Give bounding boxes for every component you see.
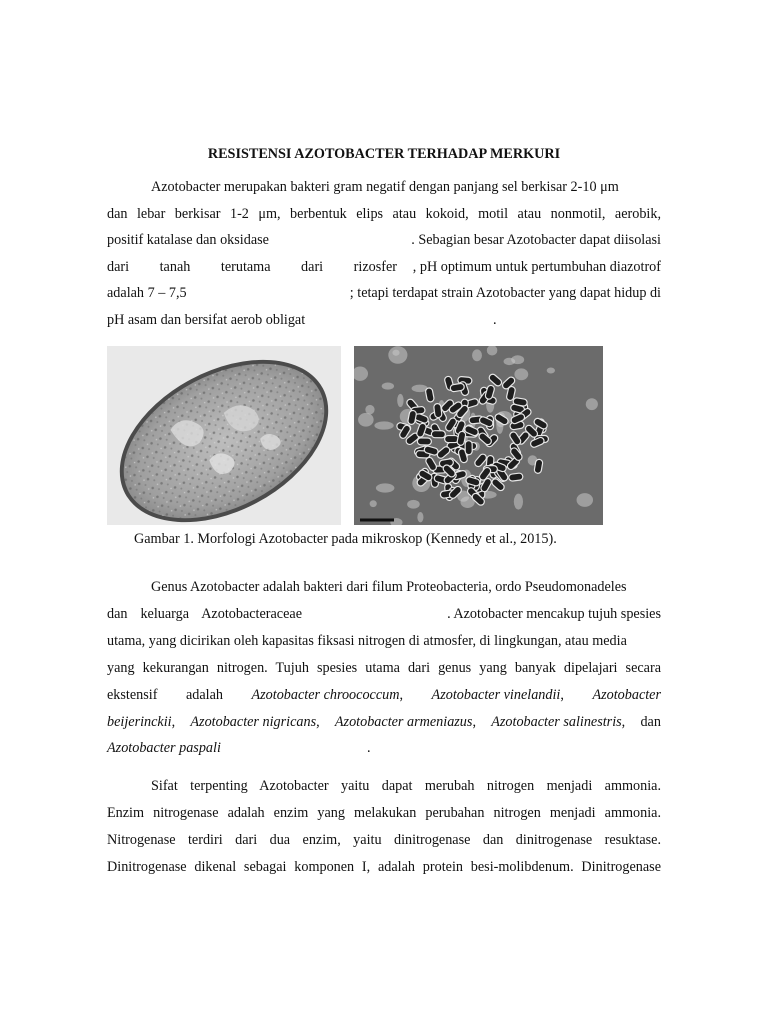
- para2-line3: utama, yang dicirikan oleh kapasitas fiksasi nitrogen di atmosfer, di lingkungan, atau media: [107, 633, 627, 649]
- background-blob: [586, 398, 598, 410]
- bacterium-rod: [445, 436, 459, 443]
- background-blob: [417, 512, 423, 522]
- para2-line2: [107, 605, 661, 623]
- bacterium-rod: [465, 441, 472, 455]
- text: pH asam dan bersifat aerob obligat: [107, 312, 306, 328]
- background-blob: [397, 394, 403, 407]
- background-blob: [504, 358, 516, 365]
- para1-line2: dan lebar berkisar 1-2 μm, berbentuk elips atau kokoid, motil atau nonmotil, aerobik,: [107, 206, 661, 222]
- background-blob: [374, 421, 393, 429]
- species-name: beijerinckii: [107, 714, 172, 730]
- species-name: Azotobacter paspali: [107, 740, 221, 756]
- text: .: [493, 312, 497, 328]
- text: dan: [640, 714, 661, 730]
- species-name: Azotobacter: [592, 687, 661, 703]
- background-blob: [407, 500, 420, 509]
- background-blob: [382, 383, 394, 390]
- background-blob: [358, 413, 374, 427]
- text: ekstensif: [107, 687, 158, 703]
- figure-light-micrograph: [354, 346, 603, 525]
- bacterium-rod: [508, 473, 523, 482]
- figure-tem-micrograph: [107, 346, 341, 525]
- species-name: Azotobacter salinestris: [491, 714, 622, 730]
- para1-line5: [107, 284, 661, 302]
- text: .: [367, 740, 371, 756]
- para2-line5: ekstensif adalah Azotobacter chroococcum, Azotobacter vinelandii, Azotobacter: [107, 687, 661, 703]
- text: . Azotobacter mencakup tujuh spesies: [447, 606, 661, 622]
- para2-line4: yang kekurangan nitrogen. Tujuh spesies utama dari genus yang banyak dipelajari secara: [107, 660, 661, 676]
- bacterium-rod: [433, 403, 442, 418]
- background-blob: [376, 483, 395, 492]
- background-blob: [514, 368, 528, 380]
- document-title: RESISTENSI AZOTOBACTER TERHADAP MERKURI: [207, 146, 561, 162]
- para2-line6: beijerinckii, Azotobacter nigricans, Azotobacter armeniazus, Azotobacter salinestris, dan: [107, 714, 661, 730]
- text: , pH optimum untuk pertumbuhan diazotrof: [412, 259, 661, 275]
- azotobacter-colony-image: [354, 346, 603, 525]
- species-name: Azotobacter chroococcum: [251, 687, 400, 703]
- para3-line2: Enzim nitrogenase adalah enzim yang melakukan perubahan nitrogen menjadi ammonia.: [107, 805, 661, 821]
- text: positif katalase dan oksidase: [107, 232, 269, 248]
- bacterium-rod: [417, 438, 431, 445]
- para1-line3: [107, 231, 661, 249]
- background-blob: [514, 494, 523, 510]
- para1-line6: [107, 311, 661, 329]
- text: dan keluarga Azotobacteraceae: [107, 606, 302, 622]
- para2-line1: Genus Azotobacter adalah bakteri dari filum Proteobacteria, ordo Pseudomonadeles: [151, 579, 627, 595]
- text: adalah: [185, 687, 223, 703]
- background-blob: [365, 405, 374, 415]
- text: Azotobacter merupakan bakteri gram negatif dengan panjang sel berkisar 2-10 μm: [151, 179, 619, 195]
- species-name: Azotobacter nigricans: [190, 714, 317, 730]
- text: adalah 7 – 7,5: [107, 285, 187, 301]
- background-blob: [577, 493, 593, 507]
- background-blob: [370, 500, 377, 507]
- background-blob: [392, 350, 399, 356]
- bacterium-rod: [450, 383, 465, 392]
- para3-line1: Sifat terpenting Azotobacter yaitu dapat merubah nitrogen menjadi ammonia.: [151, 778, 661, 794]
- species-name: Azotobacter armeniazus: [334, 714, 473, 730]
- background-blob: [472, 349, 482, 361]
- azotobacter-cell-image: [107, 346, 341, 525]
- background-blob: [547, 367, 555, 373]
- species-name: Azotobacter vinelandii: [431, 687, 561, 703]
- text: ; tetapi terdapat strain Azotobacter yang dapat hidup di: [349, 285, 661, 301]
- para2-line7: [107, 739, 661, 757]
- para1-line1: [107, 178, 661, 196]
- bacterium-rod: [431, 431, 445, 438]
- text: . Sebagian besar Azotobacter dapat diisolasi: [411, 232, 661, 248]
- para3-line4: Dinitrogenase dikenal sebagai komponen I, adalah protein besi-molibdenum. Dinitrogenase: [107, 859, 661, 875]
- figure-caption: Gambar 1. Morfologi Azotobacter pada mikroskop (Kennedy et al., 2015).: [134, 531, 557, 547]
- para1-line4: [107, 258, 661, 276]
- text: dari tanah terutama dari rizosfer: [107, 259, 397, 275]
- para3-line3: Nitrogenase terdiri dari dua enzim, yaitu dinitrogenase dan dinitrogenase resuktase.: [107, 832, 661, 848]
